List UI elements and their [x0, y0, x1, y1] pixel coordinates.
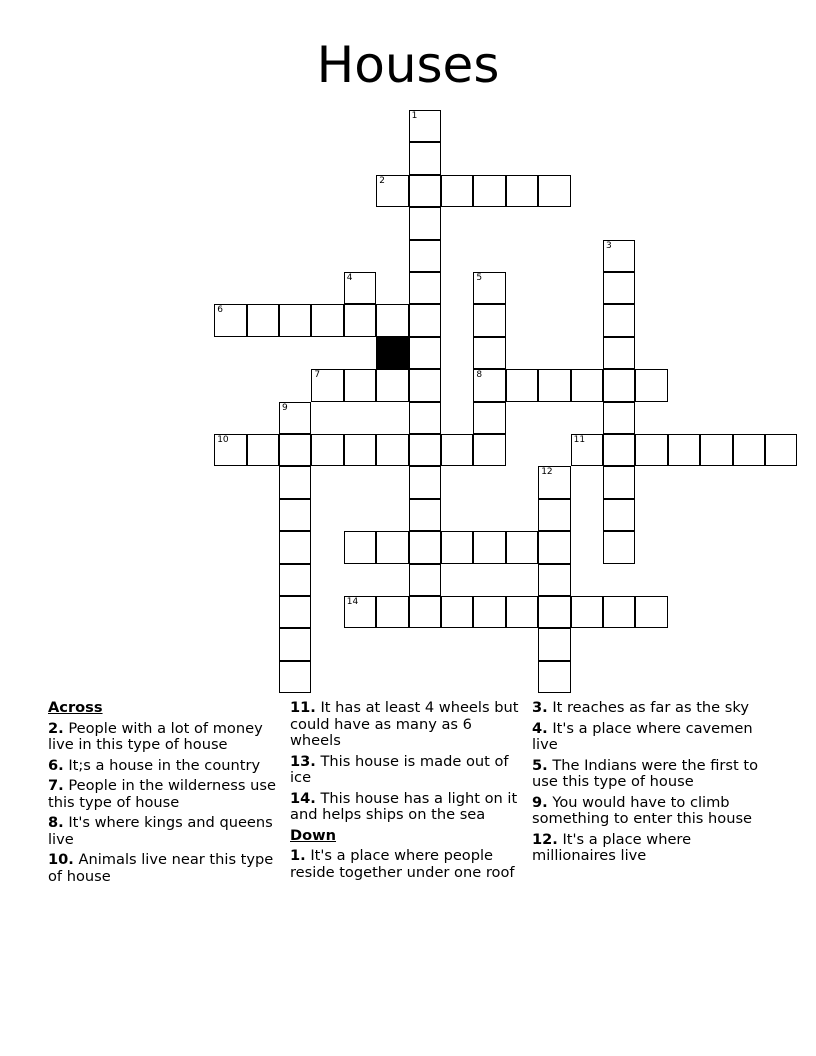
grid-cell[interactable] — [409, 531, 441, 563]
grid-cell[interactable] — [700, 434, 732, 466]
grid-cell[interactable] — [214, 304, 246, 336]
grid-cell[interactable] — [409, 499, 441, 531]
clue-number: 8 — [476, 370, 483, 381]
clue-text: The Indians were the first to use this type of house — [532, 756, 759, 790]
grid-cell[interactable] — [279, 531, 311, 563]
clue-text: It;s a house in the country — [63, 756, 261, 774]
clue-text: It reaches as far as the sky — [547, 699, 749, 716]
clue-6 — [48, 758, 276, 775]
grid-cell[interactable] — [603, 531, 635, 563]
clue-5 — [532, 758, 762, 791]
grid-cell[interactable] — [279, 628, 311, 660]
grid-cell[interactable] — [344, 531, 376, 563]
grid-cell[interactable] — [441, 175, 473, 207]
clue-2 — [48, 721, 276, 754]
grid-cell[interactable] — [441, 596, 473, 628]
grid-cell[interactable] — [409, 434, 441, 466]
grid-cell[interactable] — [538, 564, 570, 596]
grid-cell[interactable] — [376, 434, 408, 466]
clue-text: It's a place where cavemen live — [532, 719, 753, 753]
clue-1 — [290, 848, 522, 881]
clue-11 — [290, 700, 522, 750]
clue-number-label: 9. — [532, 793, 548, 811]
grid-cell[interactable] — [538, 466, 570, 498]
grid-cell[interactable] — [603, 434, 635, 466]
clue-number-label: 2. — [48, 719, 64, 737]
clue-text: It's a place where people reside together under one roof — [290, 847, 515, 881]
clue-number-label: 14. — [290, 789, 316, 807]
grid-cell[interactable] — [538, 175, 570, 207]
grid-cell[interactable] — [538, 628, 570, 660]
grid-cell[interactable] — [279, 402, 311, 434]
black-cell — [376, 337, 408, 369]
grid-cell[interactable] — [409, 402, 441, 434]
grid-cell[interactable] — [506, 369, 538, 401]
grid-cell[interactable] — [473, 304, 505, 336]
grid-cell[interactable] — [473, 402, 505, 434]
grid-cell[interactable] — [473, 369, 505, 401]
grid-cell[interactable] — [311, 434, 343, 466]
clue-text: People with a lot of money live in this type of house — [48, 719, 263, 753]
clue-number-label: 5. — [532, 756, 548, 774]
clue-number: 11 — [573, 435, 586, 445]
clue-number-label: 8. — [48, 814, 64, 831]
down-heading: Down — [290, 826, 337, 844]
grid-cell[interactable] — [344, 596, 376, 628]
clue-text: This house is made out of ice — [290, 752, 509, 786]
grid-cell[interactable] — [247, 304, 279, 336]
grid-cell[interactable] — [409, 596, 441, 628]
grid-cell[interactable] — [603, 304, 635, 336]
across-heading: Across — [48, 699, 103, 716]
clue-3 — [532, 700, 762, 717]
grid-cell[interactable] — [279, 434, 311, 466]
clues-column-2 — [290, 700, 522, 885]
grid-cell[interactable] — [506, 531, 538, 563]
clues-section — [0, 700, 816, 1040]
grid-cell[interactable] — [603, 369, 635, 401]
grid-cell[interactable] — [571, 596, 603, 628]
clue-number: 5 — [476, 273, 483, 283]
grid-cell[interactable] — [538, 499, 570, 531]
grid-cell[interactable] — [409, 466, 441, 498]
grid-cell[interactable] — [506, 175, 538, 207]
clue-number: 3 — [606, 240, 612, 251]
grid-cell[interactable] — [571, 369, 603, 401]
clue-number-label: 7. — [48, 777, 64, 794]
clue-number: 4 — [346, 273, 353, 283]
clue-8 — [48, 815, 276, 848]
grid-cell[interactable] — [376, 369, 408, 401]
grid-cell[interactable] — [538, 531, 570, 563]
grid-cell[interactable] — [635, 369, 667, 401]
clue-text: Animals live near this type of house — [48, 851, 274, 885]
grid-cell[interactable] — [409, 337, 441, 369]
grid-cell[interactable] — [409, 240, 441, 272]
grid-cell[interactable] — [279, 661, 311, 693]
grid-cell[interactable] — [409, 304, 441, 336]
grid-cell[interactable] — [603, 499, 635, 531]
grid-cell[interactable] — [473, 434, 505, 466]
grid-cell[interactable] — [409, 175, 441, 207]
clue-number-label: 1. — [290, 847, 306, 864]
grid-cell[interactable] — [409, 272, 441, 304]
grid-cell[interactable] — [279, 564, 311, 596]
clue-text: It's a place where millionaires live — [532, 830, 692, 864]
grid-cell[interactable] — [441, 434, 473, 466]
grid-cell[interactable] — [409, 564, 441, 596]
grid-cell[interactable] — [247, 434, 279, 466]
clue-number: 7 — [314, 370, 321, 381]
grid-cell[interactable] — [279, 304, 311, 336]
grid-cell[interactable] — [473, 175, 505, 207]
grid-cell[interactable] — [344, 369, 376, 401]
clue-number-label: 11. — [290, 699, 316, 716]
grid-cell[interactable] — [214, 434, 246, 466]
clue-number-label: 13. — [290, 752, 316, 770]
clue-number-label: 12. — [532, 830, 558, 848]
clue-number: 1 — [411, 111, 418, 121]
grid-cell[interactable] — [538, 661, 570, 693]
clue-number: 10 — [217, 435, 229, 445]
clue-10 — [48, 852, 276, 885]
clue-text: People in the wilderness use this type of house — [48, 777, 276, 811]
grid-cell[interactable] — [409, 369, 441, 401]
clue-number: 6 — [217, 305, 223, 316]
clues-column-3 — [532, 700, 762, 869]
grid-cell[interactable] — [635, 434, 667, 466]
clue-4 — [532, 721, 762, 754]
clue-text: It's where kings and queens live — [48, 814, 273, 848]
grid-cell[interactable] — [603, 337, 635, 369]
grid-cell[interactable] — [473, 596, 505, 628]
grid-cell[interactable] — [376, 175, 408, 207]
grid-cell[interactable] — [603, 466, 635, 498]
clue-number-label: 3. — [532, 699, 548, 716]
grid-cell[interactable] — [538, 596, 570, 628]
clue-14 — [290, 791, 522, 824]
grid-cell[interactable] — [376, 596, 408, 628]
clue-text: You would have to climb something to enter this house — [532, 793, 753, 827]
grid-cell[interactable] — [571, 434, 603, 466]
grid-cell[interactable] — [733, 434, 765, 466]
grid-cell[interactable] — [376, 531, 408, 563]
clue-9 — [532, 795, 762, 828]
grid-cell[interactable] — [506, 596, 538, 628]
clue-13 — [290, 754, 522, 787]
grid-cell[interactable] — [603, 596, 635, 628]
clue-7 — [48, 778, 276, 811]
grid-cell[interactable] — [279, 466, 311, 498]
clue-number: 12 — [541, 467, 553, 478]
grid-cell[interactable] — [311, 304, 343, 336]
clue-number: 14 — [346, 597, 359, 607]
grid-cell[interactable] — [279, 499, 311, 531]
grid-cell[interactable] — [441, 531, 473, 563]
clue-number-label: 6. — [48, 756, 64, 774]
grid-cell[interactable] — [635, 596, 667, 628]
grid-cell[interactable] — [344, 434, 376, 466]
grid-cell[interactable] — [603, 272, 635, 304]
grid-cell[interactable] — [765, 434, 797, 466]
grid-cell[interactable] — [603, 402, 635, 434]
clue-text: This house has a light on it and helps ships on the sea — [290, 789, 518, 823]
grid-cell[interactable] — [409, 110, 441, 142]
grid-cell[interactable] — [279, 596, 311, 628]
grid-cell[interactable] — [668, 434, 700, 466]
grid-cell[interactable] — [473, 531, 505, 563]
grid-cell[interactable] — [409, 142, 441, 174]
grid-cell[interactable] — [344, 272, 376, 304]
grid-cell[interactable] — [538, 369, 570, 401]
grid-cell[interactable] — [344, 304, 376, 336]
clue-text: It has at least 4 wheels but could have as many as 6 wheels — [290, 699, 519, 749]
clue-number: 9 — [282, 402, 288, 413]
clue-number: 2 — [379, 175, 385, 186]
grid-cell[interactable] — [311, 369, 343, 401]
clue-12 — [532, 832, 762, 865]
grid-cell[interactable] — [473, 337, 505, 369]
grid-cell[interactable] — [409, 207, 441, 239]
clue-number-label: 10. — [48, 851, 74, 868]
clues-column-1 — [48, 700, 276, 889]
grid-cell[interactable] — [376, 304, 408, 336]
grid-cell[interactable] — [473, 272, 505, 304]
clue-number-label: 4. — [532, 719, 548, 737]
grid-cell[interactable] — [603, 240, 635, 272]
puzzle-title: Houses — [316, 36, 500, 94]
